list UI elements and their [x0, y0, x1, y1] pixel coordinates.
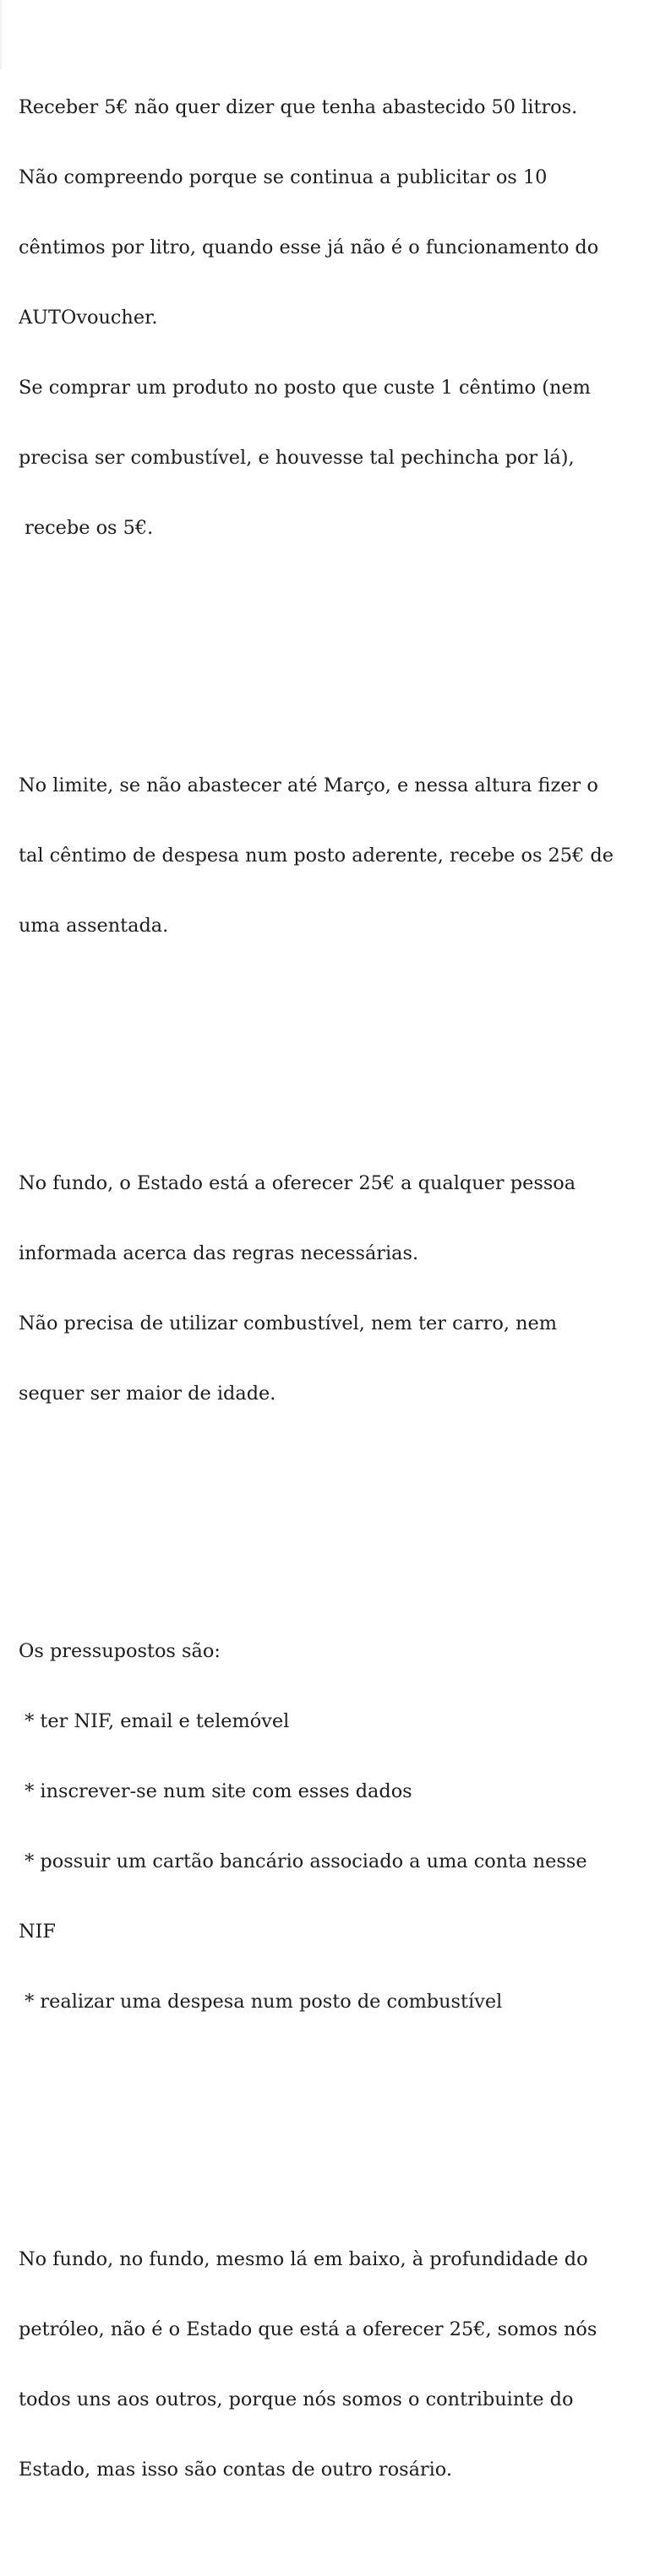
text-line: Receber 5€ não quer dizer que tenha abastecido 50 litros. — [19, 95, 578, 118]
paragraph-requirements — [19, 1594, 669, 2062]
text-line: Não compreendo porque se continua a publicitar os 10 — [19, 166, 548, 188]
paragraph-gap — [19, 1032, 669, 1056]
text-line: todos uns aos outros, porque nós somos o contribuinte do — [19, 2389, 574, 2411]
paragraph-state-offer — [19, 1126, 669, 1454]
text-line: tal cêntimo de despesa num posto aderente, recebe os 25€ de — [19, 845, 614, 867]
text-line: Não precisa de utilizar combustível, nem ter carro, nem — [19, 1312, 558, 1335]
text-line: Os pressupostos são: — [19, 1639, 221, 1662]
comment-body — [19, 3, 669, 2576]
list-item: * possuir um cartão bancário associado a uma conta nesse — [19, 1850, 587, 1873]
scroll-edge — [0, 0, 2, 69]
text-line: AUTOvoucher. — [19, 307, 158, 329]
text-line: No fundo, no fundo, mesmo lá em baixo, à profundidade do — [19, 2248, 588, 2271]
list-item: * ter NIF, email e telemóvel — [19, 1710, 290, 1733]
text-line: cêntimos por litro, quando esse já não é o funcionamento do — [19, 236, 599, 258]
paragraph-gap — [19, 1500, 669, 1524]
list-item-continuation: NIF — [19, 1921, 56, 1943]
text-line: precisa ser combustível, e houvesse tal pechincha por lá), — [19, 447, 575, 470]
text-line: uma assentada. — [19, 915, 169, 937]
text-line: No limite, se não abastecer até Março, e nessa altura fizer o — [19, 774, 598, 797]
paragraph-gap — [19, 2108, 669, 2132]
paragraph-gap — [19, 634, 669, 658]
text-line: No fundo, o Estado está a oferecer 25€ a qualquer pessoa — [19, 1171, 576, 1194]
text-line: sequer ser maior de idade. — [19, 1383, 276, 1405]
paragraph-voucher-amount — [19, 49, 669, 587]
text-line: informada acerca das regras necessárias. — [19, 1242, 419, 1265]
list-item: * inscrever-se num site com esses dados — [19, 1780, 412, 1803]
text-line: Estado, mas isso são contas de outro rosário. — [19, 2459, 452, 2481]
text-line: Se comprar um produto no posto que custe 1 cêntimo (nem — [19, 377, 591, 399]
list-item: * realizar uma despesa num posto de combustível — [19, 1991, 503, 2014]
text-line: petróleo, não é o Estado que está a oferecer 25€, somos nós — [19, 2318, 597, 2341]
paragraph-conclusion — [19, 2202, 669, 2530]
text-line: recebe os 5€. — [19, 517, 154, 540]
paragraph-limit — [19, 728, 669, 986]
